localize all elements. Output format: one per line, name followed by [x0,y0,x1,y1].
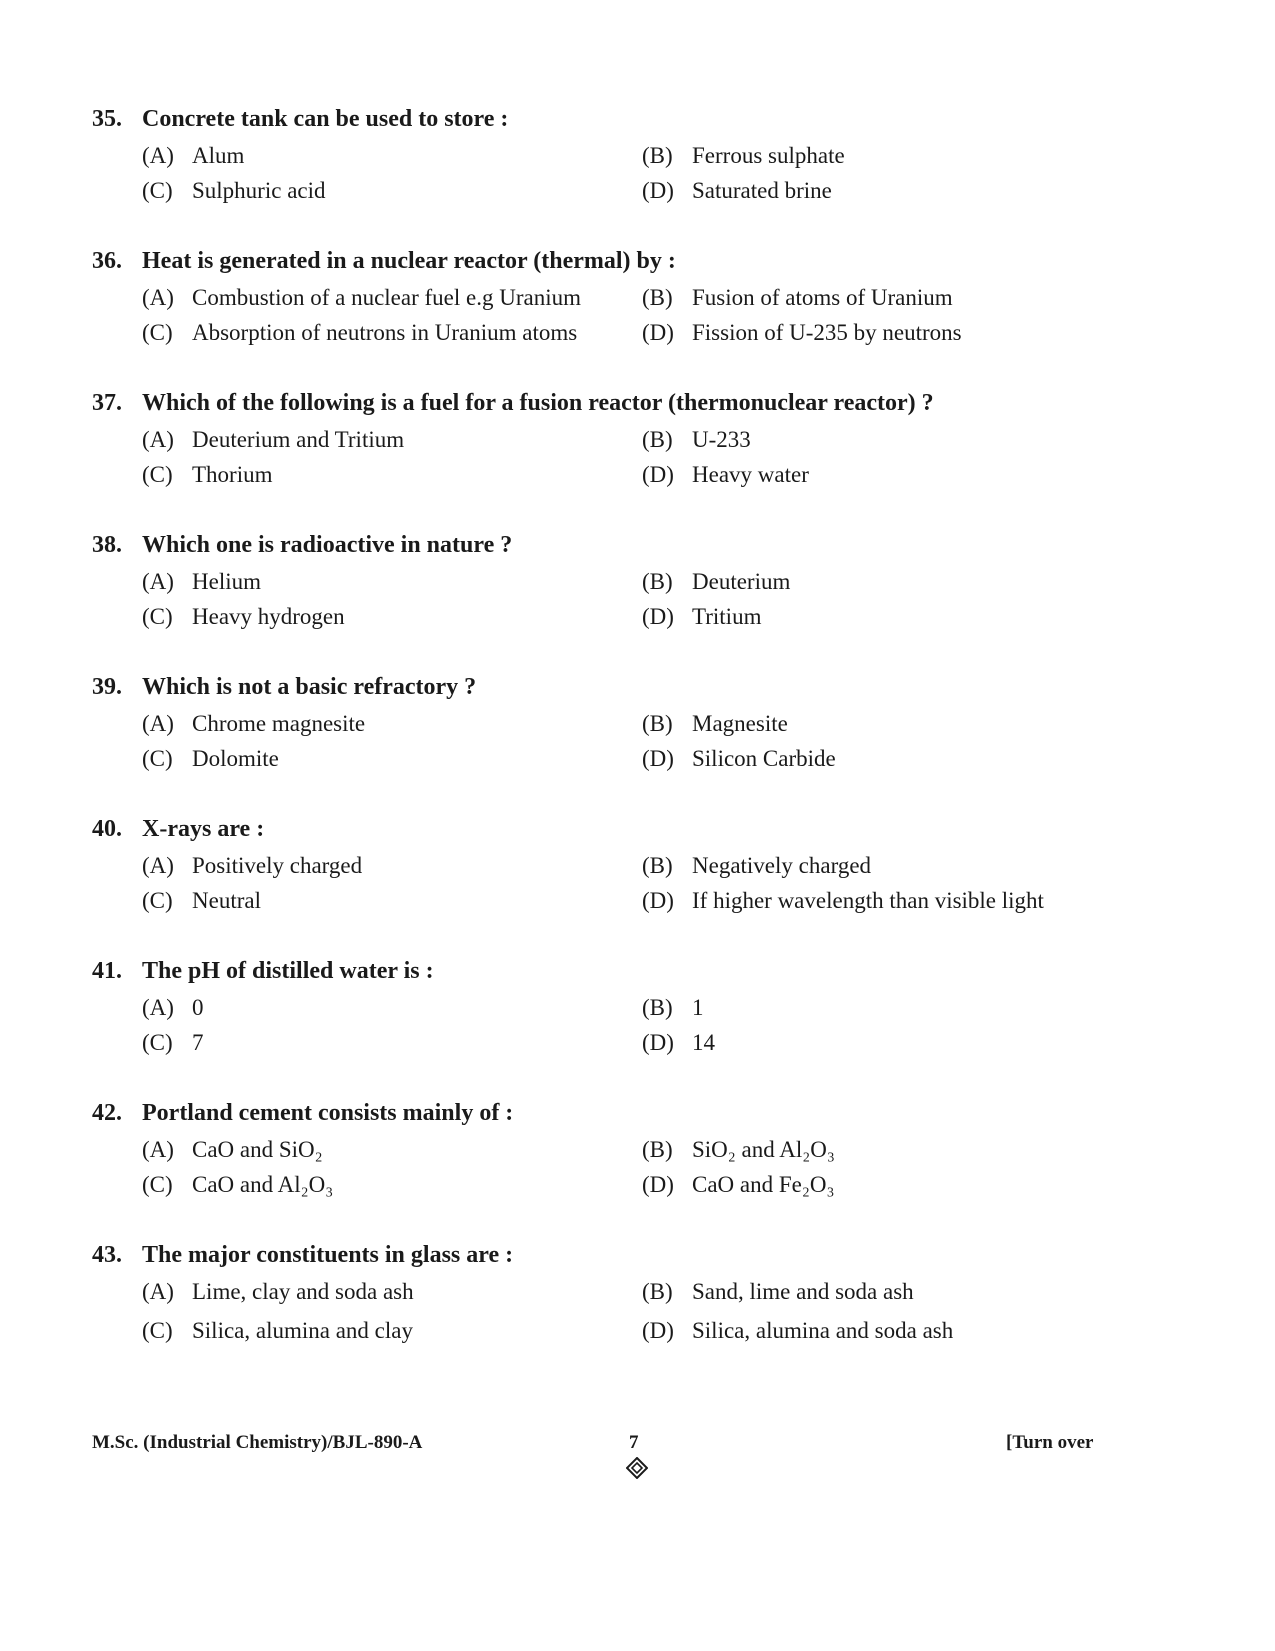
option-text: 1 [692,995,704,1020]
question-number: 40. [92,816,122,842]
question-36 [0,246,1275,366]
option-text: Neutral [192,888,261,913]
question-text: The pH of distilled water is : [142,958,434,984]
option-letter: (D) [642,1030,674,1055]
question-42 [0,1098,1275,1218]
question-text: Portland cement consists mainly of : [142,1100,514,1126]
option-text: CaO and SiO₂ [192,1137,323,1162]
option-text: 0 [192,995,204,1020]
question-40 [0,814,1275,934]
question-text: X-rays are : [142,816,265,842]
question-number: 37. [92,390,122,416]
option-text: Fission of U-235 by neutrons [692,320,962,345]
option-letter: (B) [642,143,673,168]
option-text: Magnesite [692,711,788,736]
option-letter: (B) [642,427,673,452]
option-letter: (D) [642,178,674,203]
option-text: 7 [192,1030,204,1055]
turn-over-label: [Turn over [1006,1432,1094,1453]
option-letter: (A) [142,427,174,452]
option-text: Silica, alumina and clay [192,1318,413,1343]
option-text: Positively charged [192,853,363,878]
question-number: 38. [92,532,122,558]
option-letter: (B) [642,853,673,878]
question-text: Heat is generated in a nuclear reactor (thermal) by : [142,248,676,274]
option-text: Alum [192,143,245,168]
option-text: Lime, clay and soda ash [192,1279,414,1304]
option-text: U-233 [692,427,751,452]
option-letter: (B) [642,1279,673,1304]
option-text: If higher wavelength than visible light [692,888,1044,913]
question-text: Which is not a basic refractory ? [142,674,477,700]
option-text: Heavy hydrogen [192,604,345,629]
question-39 [0,672,1275,792]
option-letter: (D) [642,1172,674,1197]
option-letter: (C) [142,462,173,487]
option-letter: (C) [142,178,173,203]
question-41 [0,956,1275,1076]
option-letter: (D) [642,1318,674,1343]
option-letter: (B) [642,569,673,594]
course-code: M.Sc. (Industrial Chemistry)/BJL-890-A [92,1432,423,1453]
option-text: Chrome magnesite [192,711,366,736]
option-text: Silicon Carbide [692,746,836,771]
option-letter: (A) [142,1279,174,1304]
option-letter: (B) [642,1137,673,1162]
option-letter: (D) [642,888,674,913]
option-text: SiO₂ and Al₂O₃ [692,1137,835,1162]
question-number: 41. [92,958,122,984]
question-number: 36. [92,248,122,274]
option-text: Saturated brine [692,178,832,203]
option-letter: (A) [142,711,174,736]
option-text: Ferrous sulphate [692,143,845,168]
question-number: 35. [92,106,122,132]
option-letter: (C) [142,1172,173,1197]
page-footer [0,1432,1275,1492]
option-text: CaO and Al₂O₃ [192,1172,334,1197]
option-text: Dolomite [192,746,279,771]
question-38 [0,530,1275,650]
option-letter: (A) [142,1137,174,1162]
option-text: Deuterium and Tritium [192,427,405,452]
option-letter: (C) [142,604,173,629]
question-text: The major constituents in glass are : [142,1242,514,1268]
option-letter: (A) [142,853,174,878]
option-letter: (C) [142,1030,173,1055]
page-number: 7 [629,1432,639,1453]
question-number: 39. [92,674,122,700]
option-text: Absorption of neutrons in Uranium atoms [192,320,578,345]
option-letter: (A) [142,995,174,1020]
option-text: Combustion of a nuclear fuel e.g Uranium [192,285,581,310]
question-37 [0,388,1275,508]
option-text: Heavy water [692,462,809,487]
option-text: Silica, alumina and soda ash [692,1318,954,1343]
question-number: 43. [92,1242,122,1268]
option-letter: (C) [142,320,173,345]
question-43 [0,1240,1275,1360]
option-text: Tritium [692,604,762,629]
question-text: Which one is radioactive in nature ? [142,532,513,558]
option-letter: (A) [142,143,174,168]
question-text: Concrete tank can be used to store : [142,106,509,132]
option-letter: (B) [642,285,673,310]
option-letter: (D) [642,462,674,487]
option-text: CaO and Fe₂O₃ [692,1172,835,1197]
option-text: Deuterium [692,569,791,594]
question-35 [0,104,1275,224]
option-letter: (D) [642,746,674,771]
option-letter: (D) [642,604,674,629]
option-letter: (A) [142,285,174,310]
option-letter: (A) [142,569,174,594]
question-text: Which of the following is a fuel for a fusion reactor (thermonuclear reactor) ? [142,390,934,416]
option-text: 14 [692,1030,715,1055]
question-number: 42. [92,1100,122,1126]
diamond-icon [626,1457,648,1479]
option-letter: (C) [142,888,173,913]
option-text: Thorium [192,462,273,487]
option-letter: (B) [642,995,673,1020]
option-text: Fusion of atoms of Uranium [692,285,953,310]
option-letter: (C) [142,1318,173,1343]
option-text: Sulphuric acid [192,178,326,203]
option-text: Sand, lime and soda ash [692,1279,914,1304]
option-letter: (D) [642,320,674,345]
option-letter: (B) [642,711,673,736]
option-text: Helium [192,569,261,594]
option-letter: (C) [142,746,173,771]
option-text: Negatively charged [692,853,872,878]
